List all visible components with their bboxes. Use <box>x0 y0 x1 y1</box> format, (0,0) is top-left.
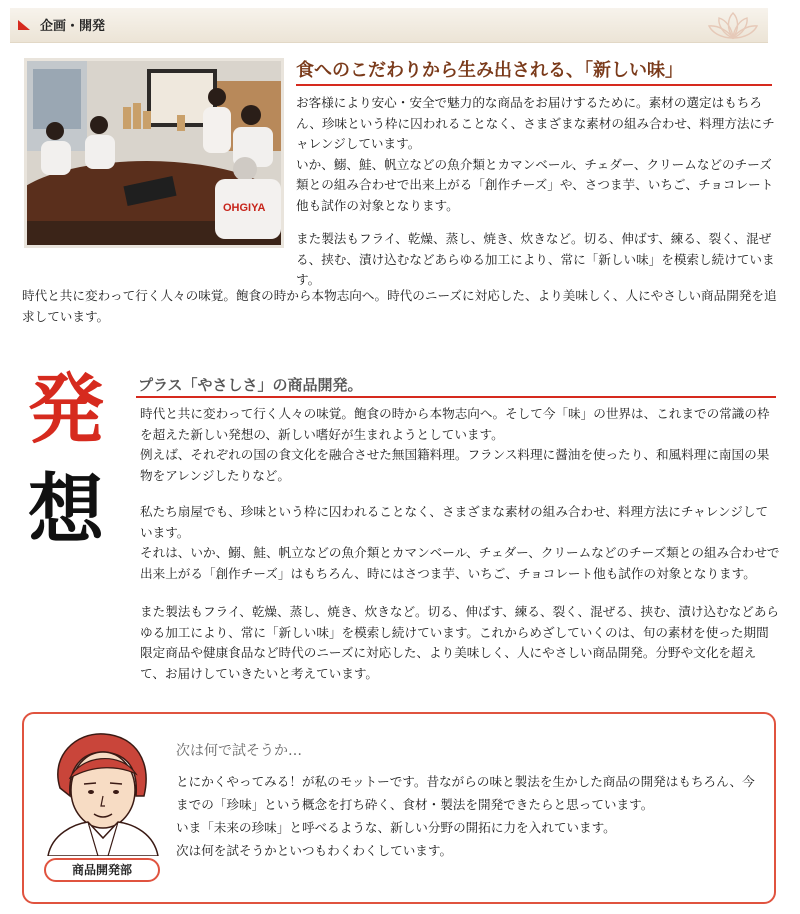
concept-paragraph-1: 時代と共に変わって行く人々の味覚。飽食の時から本物志向へ。そして今「味」の世界は、これまでの常識の枠を超えた新しい発想の、新しい嗜好が生まれようとしています。 例えば、それぞれの国の食文化を融合させた無国籍料理。フランス料理に醤油を使ったり、和風料理に南国の果物をアレンジしたりなど。 <box>140 406 770 483</box>
shirt-logo: OHGIYA <box>223 202 266 214</box>
concept-paragraph-3: また製法もフライ、乾燥、蒸し、焼き、炊きなど。切る、伸ばす、練る、裂く、混ぜる、挟む、漬け込むなどあらゆる加工により、常に「新しい味」を模索し続けています。これからめざしていくのは、旬の素材を使った期間限定商品や健康食品など時代のニーズに対応した、より美味しく、人にやさしい商品開発。分野や文化を超えて、お届けしていきたいと考えています。 <box>140 604 780 681</box>
red-triangle-icon <box>18 20 30 30</box>
concept-paragraph-2: 私たち扇屋でも、珍味という枠に囚われることなく、さまざまな素材の組み合わせ、料理方法にチャレンジしています。 それは、いか、鰯、鮭、帆立などの魚介類とカマンベール、チェダー、クリームなどのチーズ類との組み合わせで出来上がる「創作チーズ」はもちろん、時にはさつま芋、いちご、チョコレート他も試作の対象となります。 <box>140 504 780 581</box>
kanji-sou: 想 <box>28 465 104 554</box>
lotus-icon <box>706 10 760 42</box>
department-badge: 商品開発部 <box>44 858 160 882</box>
intro-paragraph-3: 時代と共に変わって行く人々の味覚。飽食の時から本物志向へ。時代のニーズに対応した、より美味しく、人にやさしい商品開発を追求しています。 <box>22 288 777 324</box>
kanji-hatsu: 発 <box>28 365 104 454</box>
intro-paragraph-1: お客様により安心・安全で魅力的な商品をお届けするために。素材の選定はもちろん、珍味という枠に囚われることなく、さまざまな素材の組み合わせ、料理方法にチャレンジしています。 いか、鰯、鮭、帆立などの魚介類とカマンベール、チェダー、クリームなどのチーズ類との組み合わせで出来上がる「創作チーズ」や、さつま芋、いちご、チョコレート他も試作の対象となります。 <box>296 95 775 213</box>
concept-heading: プラス「やさしさ」の商品開発。 <box>138 376 363 394</box>
staff-message-heading: 次は何で試そうか… <box>176 743 302 759</box>
meeting-photo <box>24 58 284 248</box>
intro-heading-rule <box>296 84 772 86</box>
intro-paragraph-2: また製法もフライ、乾燥、蒸し、焼き、炊きなど。切る、伸ばす、練る、裂く、混ぜる、挟む、漬け込むなどあらゆる加工により、常に「新しい味」を模索し続けています。 <box>296 231 775 287</box>
staff-avatar <box>40 726 164 856</box>
section-header-bar <box>10 8 768 43</box>
intro-heading: 食へのこだわりから生み出される、「新しい味」 <box>296 60 683 81</box>
section-title: 企画・開発 <box>40 19 106 34</box>
meeting-illustration <box>27 61 281 245</box>
concept-heading-rule <box>136 396 776 398</box>
staff-message-text: とにかくやってみる！が私のモットーです。昔ながらの味と製法を生かした商品の開発はもちろん、今までの「珍味」という概念を打ち砕く、食材・製法を開発できたらと思っています。 いま「未来の珍味」と呼べるような、新しい分野の開拓に力を入れています。 次は何を試そうかといつもわくわくしています。 <box>176 774 755 858</box>
